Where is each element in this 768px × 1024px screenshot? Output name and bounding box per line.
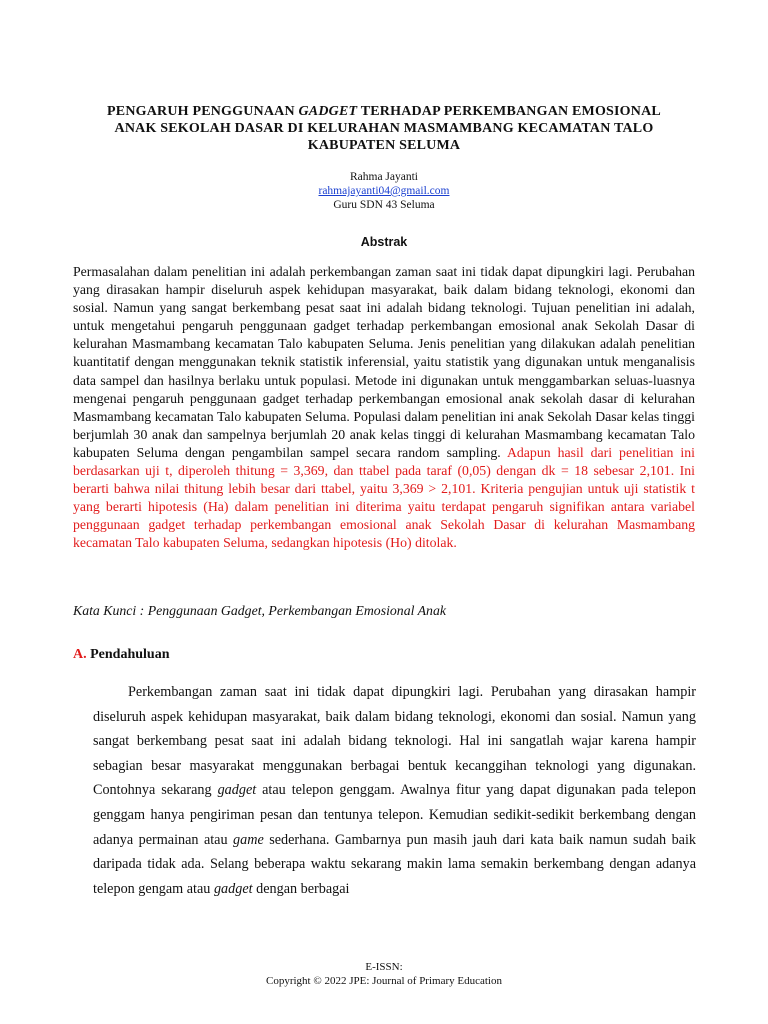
author-email-link[interactable]: rahmajayanti04@gmail.com bbox=[318, 185, 450, 197]
title-line-1 bbox=[70, 103, 698, 120]
italic-term: game bbox=[233, 831, 264, 848]
section-title: Pendahuluan bbox=[90, 647, 170, 662]
paper-title bbox=[70, 103, 698, 154]
paragraph-text: sederhana. Gambarnya pun masih jauh dari kata baik namun sudah baik daripada tidak ada. Selang beberapa waktu sekarang makin lama semakin berkembang dengan adanya telepon gengam atau bbox=[93, 831, 696, 897]
body-paragraph bbox=[93, 680, 696, 901]
author-affiliation: Guru SDN 43 Seluma bbox=[333, 199, 435, 211]
paragraph-text: dengan berbagai bbox=[252, 880, 350, 897]
keywords: Kata Kunci : Penggunaan Gadget, Perkembangan Emosional Anak bbox=[73, 603, 446, 618]
abstract-heading: Abstrak bbox=[360, 235, 408, 249]
title-line-2: ANAK SEKOLAH DASAR DI KELURAHAN MASMAMBANG KECAMATAN TALO bbox=[114, 121, 654, 136]
author-block bbox=[0, 170, 768, 212]
author-name: Rahma Jayanti bbox=[349, 171, 419, 183]
paragraph-text: atau telepon genggam. Awalnya fitur yang dapat digunakan pada telepon genggam hanya pengiriman pesan dan tentunya telepon. Kemudian sedikit-sedikit berkembang dengan adanya permainan atau bbox=[93, 782, 696, 848]
title-text: TERHADAP PERKEMBANGAN EMOSIONAL bbox=[357, 104, 661, 119]
page-footer bbox=[0, 960, 768, 988]
italic-term: gadget bbox=[217, 782, 257, 799]
title-line-3: KABUPATEN SELUMA bbox=[307, 138, 461, 153]
abstract-body bbox=[73, 263, 695, 553]
paragraph-text: Perkembangan zaman saat ini tidak dapat dipungkiri lagi. Perubahan yang dirasakan hampir diseluruh aspek kehidupan masyarakat, baik dalam bidang teknologi, ekonomi dan sosial. Namun yang sangat berkembang pesat saat ini adalah bidang teknologi. Hal ini sangatlah wajar karena hampir sebagian besar masyarakat menggunakan berbagai bentuk kecanggihan teknologi yang digunakan. Contohnya sekarang bbox=[93, 684, 696, 799]
abstract-results-text: Adapun hasil dari penelitian ini berdasarkan uji t, diperoleh thitung = 3,369, dan ttabel pada taraf (0,05) dengan dk = 18 sebesar 2,101. Ini berarti bahwa nilai thitung lebih besar dari ttabel, yaitu 3,369 > 2,101. Kriteria pengujian untuk uji statistik t yang berarti hipotesis (Ha) dalam penelitian ini diterima yaitu terdapat pengaruh signifikan antara variabel penggunaan gadget terhadap perkembangan emosional anak Sekolah Dasar di kelurahan Masmambang kecamatan Talo kabupaten Seluma, sedangkan hipotesis (Ho) ditolak. bbox=[73, 444, 695, 551]
title-text: PENGARUH PENGGUNAAN bbox=[107, 104, 299, 119]
section-letter: A. bbox=[73, 647, 87, 662]
italic-term: gadget bbox=[213, 880, 253, 897]
footer-issn: E-ISSN: bbox=[365, 961, 403, 973]
footer-copyright: Copyright © 2022 JPE: Journal of Primary Education bbox=[266, 975, 502, 987]
abstract-text: Permasalahan dalam penelitian ini adalah perkembangan zaman saat ini tidak dapat dipungkiri lagi. Perubahan yang dirasakan hampir diseluruh aspek kehidupan masyarakat, baik dalam bidang teknologi, ekonomi dan sosial. Namun yang sangat berkembang pesat saat ini adalah bidang teknologi. Tujuan penelitian ini adalah, untuk mengetahui pengaruh penggunaan gadget terhadap perkembangan emosional anak Sekolah Dasar di kelurahan Masmambang kecamatan Talo kabupaten Seluma. Jenis penelitian yang dilakukan adalah penelitian kuantitatif dengan menggunakan teknik statistik inferensial, yaitu statistik yang digunakan untuk menganalisis data sampel dan hasilnya berlaku untuk populasi. Metode ini digunakan untuk menggambarkan seluas-luasnya mengenai pengaruh penggunaan gadget terhadap perkembangan emosional anak sekolah dasar di kelurahan Masmambang kecamatan Talo kabupaten Seluma. Populasi dalam penelitian ini anak Sekolah Dasar kelas tinggi berjumlah 30 anak dan sampelnya berjumlah 20 anak kelas tinggi di kelurahan Masmambang kecamatan Talo kabupaten Seluma dengan pengambilan sampel secara random sampling. bbox=[73, 264, 695, 460]
section-heading bbox=[73, 647, 170, 663]
title-italic-word: GADGET bbox=[298, 104, 358, 119]
